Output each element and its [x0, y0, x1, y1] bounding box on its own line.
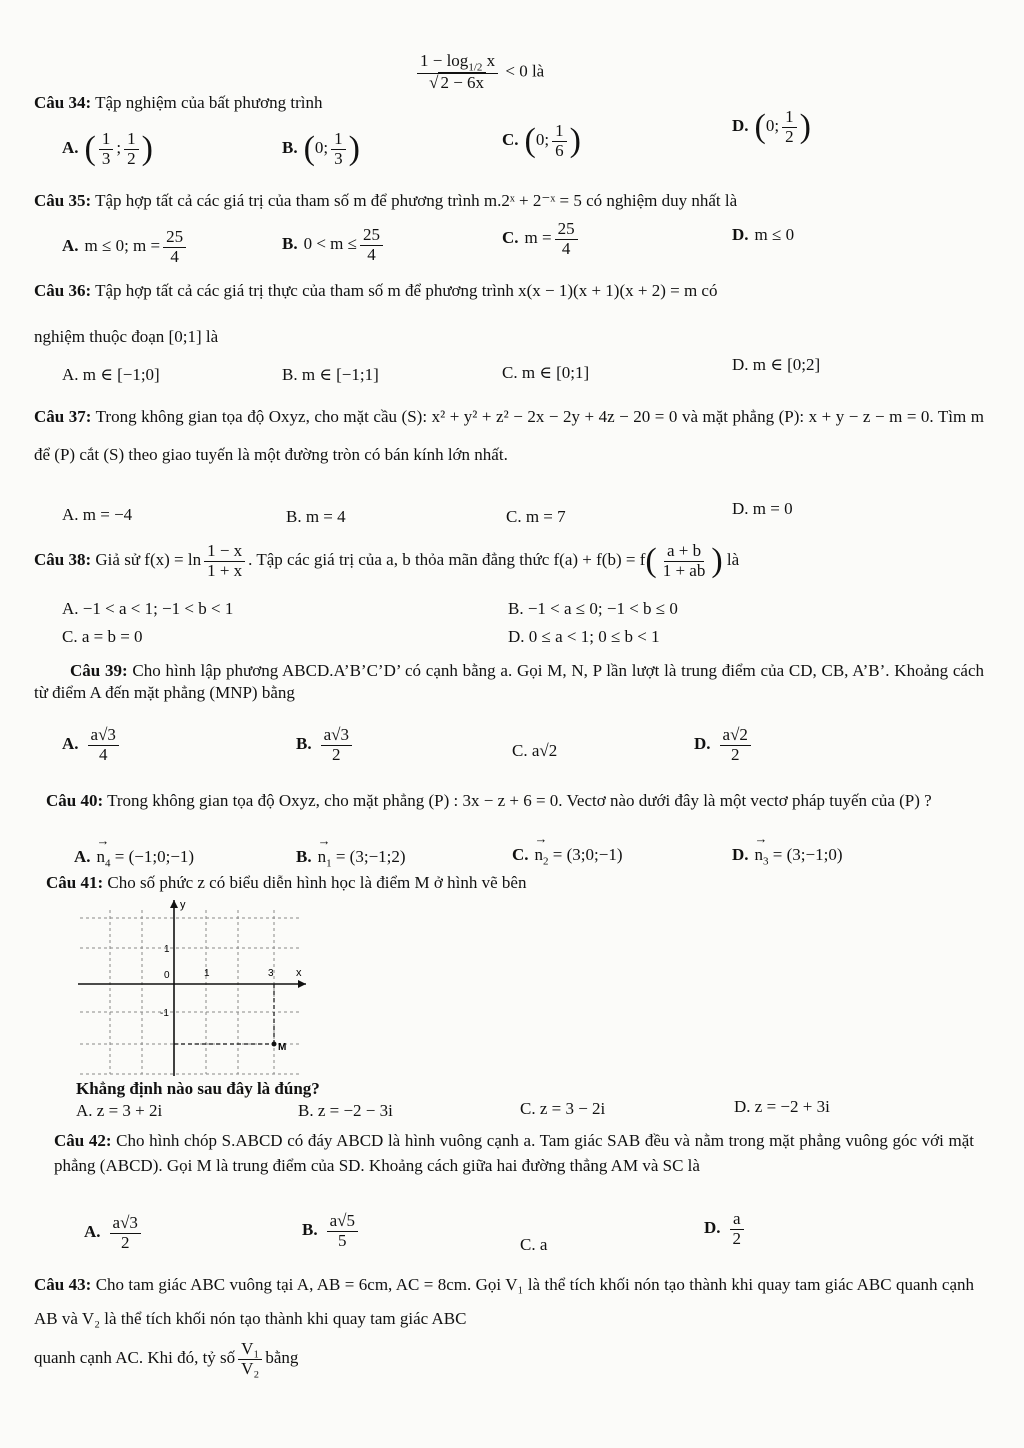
- tick-x3: 3: [268, 968, 274, 979]
- q35-text: Tập hợp tất cả các giá trị của tham số m để phương trình m.2ˣ + 2⁻ˣ = 5 có nghiệm duy nhất là: [95, 191, 738, 210]
- q37-option-b: B. m = 4: [286, 507, 346, 526]
- q41-question: Khẳng định nào sau đây là đúng?: [76, 1079, 320, 1098]
- q41-stem: [46, 872, 526, 894]
- q38-option-a: A. −1 < a < 1; −1 < b < 1: [62, 599, 234, 618]
- q37-label: Câu 37:: [34, 407, 92, 426]
- q38-option-c: C. a = b = 0: [62, 627, 143, 646]
- q41-coordinate-graph: [70, 896, 310, 1078]
- q35-option-a: A. m ≤ 0; m = $\frac{25}{4}$: [62, 228, 189, 266]
- q40-option-c: $C.\to n_2$ = (3;0;−1): [512, 844, 622, 869]
- q42-option-b: B. $\frac{a√5}{5}$: [302, 1212, 361, 1250]
- q38-option-d: D. 0 ≤ a < 1; 0 ≤ b < 1: [508, 627, 660, 646]
- q34-tail: < 0 là: [505, 61, 545, 81]
- q39-option-b: B. $\frac{a√3}{2}$: [296, 726, 355, 764]
- q36-option-c: C. m ∈ [0;1]: [502, 363, 590, 382]
- q40-text: Trong không gian tọa độ Oxyz, cho mặt phẳng (P) : 3x − z + 6 = 0. Vectơ nào dưới đây là một vectơ pháp tuyến của (P) ?: [107, 791, 932, 810]
- q34-option-a: A. ( $\frac{1}{3}$ ; $\frac{1}{2}$ ): [62, 129, 153, 168]
- q35-label: Câu 35:: [34, 191, 92, 210]
- q34-text: Tập nghiệm của bất phương trình: [95, 93, 323, 112]
- q41-option-c: C. z = 3 − 2i: [520, 1099, 606, 1118]
- point-m-label: M: [278, 1042, 287, 1053]
- q43-label: Câu 43:: [34, 1275, 92, 1294]
- q43-stem: [34, 1268, 974, 1336]
- q34-option-b: B. (0; $\frac{1}{3}$ ): [282, 129, 360, 168]
- tick-x1: 1: [204, 968, 210, 979]
- q36-option-d: D. m ∈ [0;2]: [732, 355, 821, 374]
- q39-text: Cho hình lập phương ABCD.A’B’C’D’ có cạnh bằng a. Gọi M, N, P lần lượt là trung điểm của CD, CB, A’B’. Khoảng cách từ điểm A đến mặt phẳng (MNP) bằng: [34, 661, 985, 703]
- q42-label: Câu 42:: [54, 1131, 112, 1150]
- q38-option-b: B. −1 < a ≤ 0; −1 < b ≤ 0: [508, 599, 678, 618]
- y-label: y: [180, 899, 186, 911]
- q36-text: Tập hợp tất cả các giá trị thực của tham số m để phương trình x(x − 1)(x + 1)(x + 2) = m có: [95, 281, 718, 300]
- q43-text: Cho tam giác ABC vuông tại A, AB = 6cm, AC = 8cm. Gọi V₁ là thể tích khối nón tạo thành khi quay tam giác ABC quanh cạnh AB và V₂ là thể tích khối nón tạo thành khi quay tam giác ABC: [34, 1275, 974, 1328]
- origin-label: 0: [164, 970, 170, 981]
- q43-stem-line3: quanh cạnh AC. Khi đó, tỷ số $\frac{\text{V₁}}{\text{V₂}}$ bằng: [34, 1339, 299, 1378]
- y-axis-arrow: [170, 900, 178, 908]
- graph-grid: [80, 910, 300, 1074]
- q39-stem: [34, 660, 984, 704]
- q42-text: Cho hình chóp S.ABCD có đáy ABCD là hình vuông cạnh a. Tam giác SAB đều và nằm trong mặt phẳng vuông góc với mặt phẳng (ABCD). Gọi M là trung điểm của SD. Khoảng cách giữa hai đường thẳng AM và SC là: [54, 1131, 974, 1175]
- q39-label: Câu 39:: [70, 661, 128, 680]
- q39-option-a: A. $\frac{a√3}{4}$: [62, 726, 122, 764]
- q39-option-d: D. $\frac{a√2}{2}$: [694, 726, 754, 764]
- q42-stem: [54, 1128, 974, 1178]
- q35-option-c: C. m = $\frac{25}{4}$: [502, 220, 581, 258]
- x-label: x: [296, 967, 302, 979]
- q34-stem: [34, 92, 322, 114]
- q40-option-b: $B.\to n_1$ = (3;−1;2): [296, 846, 406, 871]
- q41-label: Câu 41:: [46, 873, 104, 892]
- q35-stem: [34, 190, 737, 212]
- q42-option-c: C. a: [520, 1235, 548, 1254]
- q35-option-b: B. 0 < m ≤ $\frac{25}{4}$: [282, 226, 386, 264]
- q36-option-a: A. m ∈ [−1;0]: [62, 365, 160, 384]
- q39-option-c: C. a√2: [512, 741, 558, 760]
- q34-label: Câu 34:: [34, 93, 92, 112]
- q36-stem: [34, 280, 717, 302]
- q41-option-d: D. z = −2 + 3i: [734, 1097, 830, 1116]
- q36-text-line2: nghiệm thuộc đoạn [0;1] là: [34, 327, 219, 346]
- q35-option-d: D. m ≤ 0: [732, 225, 795, 244]
- x-axis-arrow: [298, 980, 306, 988]
- point-m: [272, 1042, 277, 1047]
- q37-option-d: D. m = 0: [732, 499, 793, 518]
- q36-option-b: B. m ∈ [−1;1]: [282, 365, 379, 384]
- tick-y1: 1: [164, 944, 170, 955]
- q41-option-a: A. z = 3 + 2i: [76, 1101, 163, 1120]
- q38-label: Câu 38:: [34, 550, 92, 570]
- q36-label: Câu 36:: [34, 281, 92, 300]
- q37-text: Trong không gian tọa độ Oxyz, cho mặt cầu (S): x² + y² + z² − 2x − 2y + 4z − 20 = 0 và mặt phẳng (P): x + y − z − m = 0. Tìm m để (P) cắt (S) theo giao tuyến là một đường tròn có bán kính lớn nhất.: [34, 407, 984, 464]
- q37-stem: [34, 398, 984, 474]
- q34-fraction: $\frac{1 - \log_{1/2} x}{√ 2 - 6x}$ < 0 là: [414, 52, 544, 93]
- tick-yn1: -1: [160, 1008, 169, 1019]
- q42-option-a: A. $\frac{a√3}{2}$: [84, 1214, 144, 1252]
- q34-option-c: C. (0; $\frac{1}{6}$ ): [502, 121, 581, 160]
- q41-text: Cho số phức z có biểu diễn hình học là điểm M ở hình vẽ bên: [107, 873, 527, 892]
- q41-option-b: B. z = −2 − 3i: [298, 1101, 393, 1120]
- q37-option-c: C. m = 7: [506, 507, 566, 526]
- q40-label: Câu 40:: [46, 791, 104, 810]
- q38-stem: Câu 38: Giả sử f(x) = ln $\frac{1 - x}{1 + x}$ . Tập các giá trị của a, b thỏa mãn đẳng thức f(a) + f(b) = f( $\frac{a + b}{1 + ab}$ ) là: [34, 541, 740, 580]
- q37-option-a: A. m = −4: [62, 505, 133, 524]
- q42-option-d: D. $\frac{a}{2}$: [704, 1210, 747, 1248]
- q40-stem: [46, 790, 978, 812]
- q40-option-a: $A.\to n_4$ = (−1;0;−1): [74, 846, 194, 871]
- q34-option-d: D. (0; $\frac{1}{2}$ ): [732, 107, 811, 146]
- q40-option-d: $D.\to n_3$ = (3;−1;0): [732, 844, 842, 869]
